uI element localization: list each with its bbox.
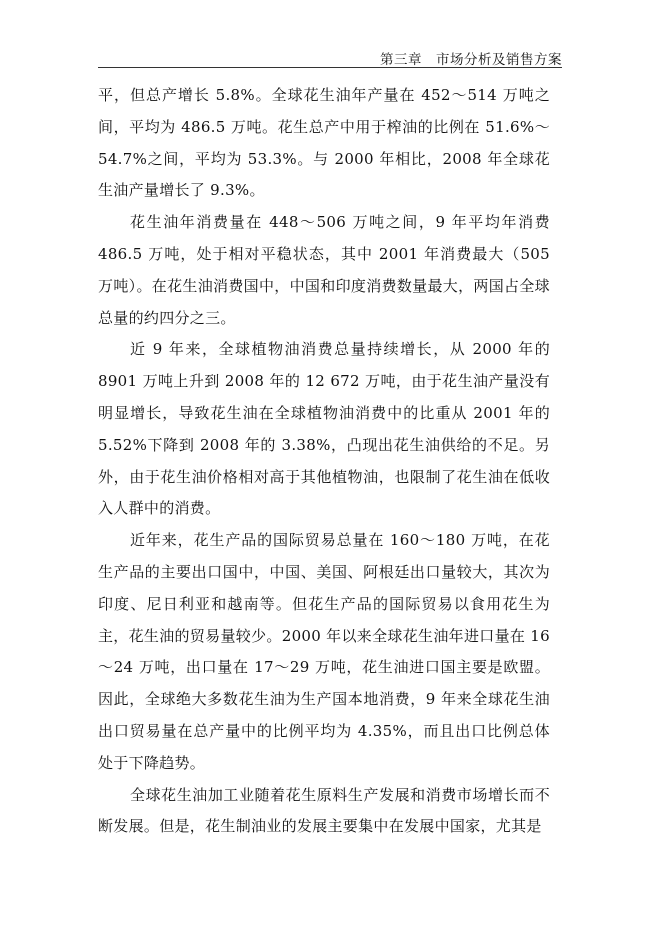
body-text — [98, 80, 566, 843]
running-header: 第三章 市场分析及销售方案 — [380, 52, 562, 68]
paragraph-3: 近 9 年来，全球植物油消费总量持续增长，从 2000 年的 8901 万吨上升到 2008 年的 12 672 万吨，由于花生油产量没有明显增长，导致花生油在全球植物油消费中的比重从 2001 年的 5.52%下降到 2008 年的 3.38%，凸现出花生油供给的不足。另外，由于花生油价格相对高于其他植物油，也限制了花生油在低收入人群中的消费。 — [98, 340, 550, 518]
paragraph-5: 全球花生油加工业随着花生原料生产发展和消费市场增长而不断发展。但是，花生制油业的发展主要集中在发展中国家，尤其是 — [98, 785, 550, 836]
paragraph-4: 近年来，花生产品的国际贸易总量在 160～180 万吨，在花生产品的主要出口国中，中国、美国、阿根廷出口量较大，其次为印度、尼日利亚和越南等。但花生产品的国际贸易以食用花生为主，花生油的贸易量较少。2000 年以来全球花生油年进口量在 16～24 万吨，出口量在 17～29 万吨，花生油进口国主要是欧盟。因此，全球绝大多数花生油为生产国本地消费，9 年来全球花生油出口贸易量在总产量中的比例平均为 4.35%，而且出口比例总体处于下降趋势。 — [98, 531, 550, 772]
paragraph-1: 平，但总产增长 5.8%。全球花生油年产量在 452～514 万吨之间，平均为 486.5 万吨。花生总产中用于榨油的比例在 51.6%～ 54.7%之间，平均为 53.3%。与 2000 年相比，2008 年全球花生油产量增长了 9.3%。 — [98, 86, 566, 200]
paragraph-2: 花生油年消费量在 448～506 万吨之间，9 年平均年消费 486.5 万吨，处于相对平稳状态，其中 2001 年消费最大（505 万吨）。在花生油消费国中，中国和印度消费数量最大，两国占全球总量的约四分之三。 — [98, 213, 550, 327]
header-divider — [98, 67, 562, 68]
